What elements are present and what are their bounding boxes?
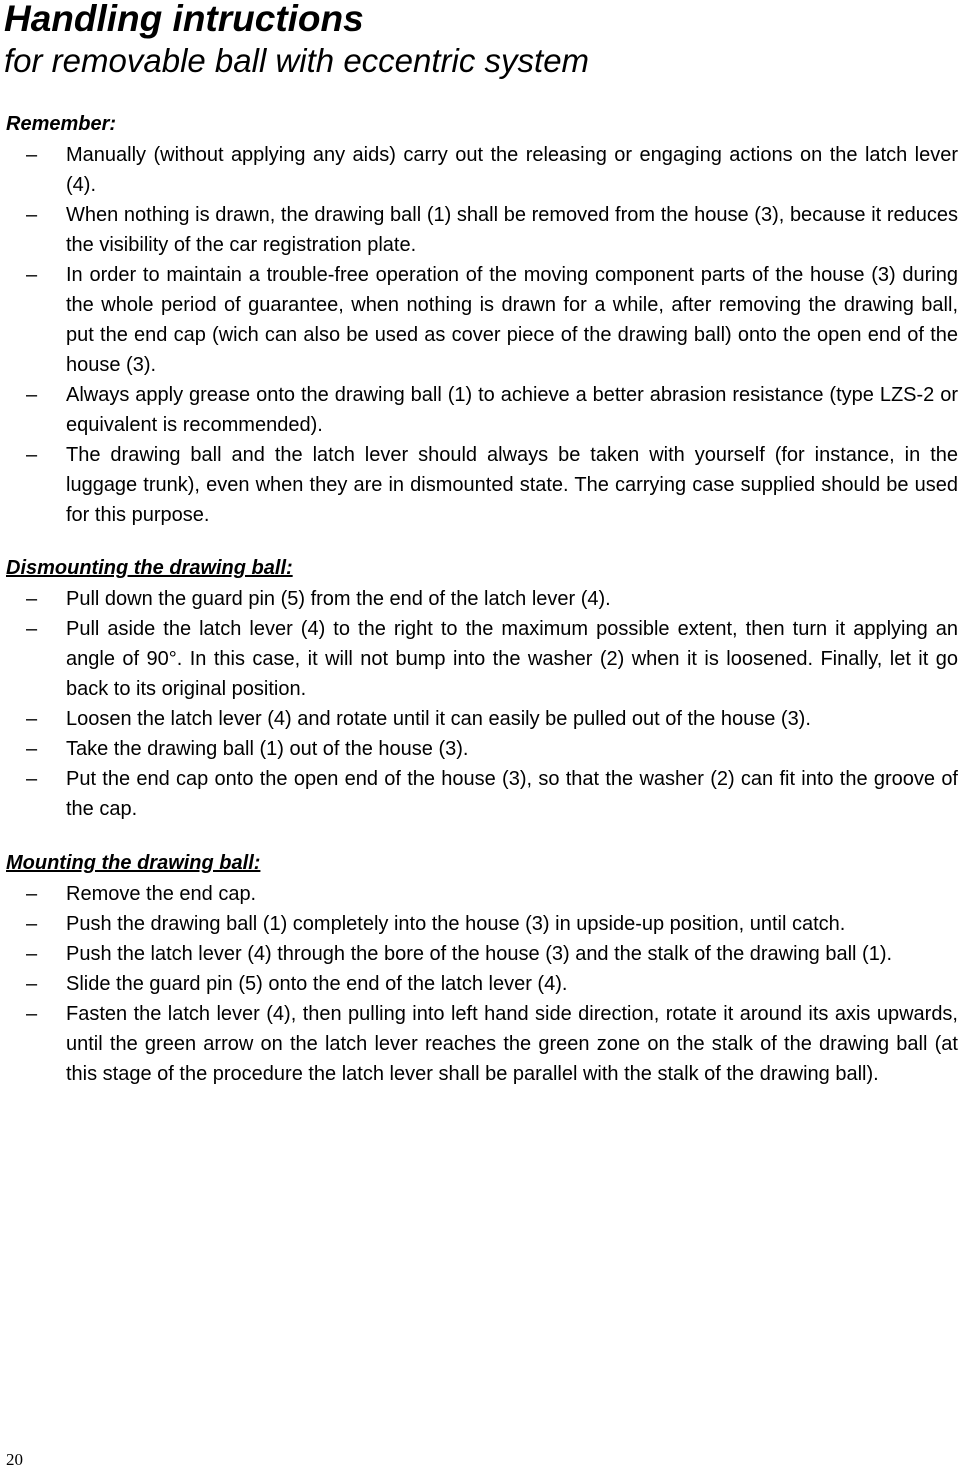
- dismounting-heading: Dismounting the drawing ball:: [6, 557, 293, 579]
- mounting-section: [0, 851, 960, 1089]
- dash-bullet: –: [26, 1003, 38, 1025]
- list-item-text: Loosen the latch lever (4) and rotate until it can easily be pulled out of the house (3).: [66, 708, 811, 730]
- dash-bullet: –: [26, 913, 38, 935]
- list-item: [0, 879, 960, 909]
- list-item-text: Remove the end cap.: [66, 883, 257, 905]
- list-item-text: Manually (without applying any aids) carry out the releasing or engaging actions on the latch lever (4).: [66, 144, 958, 196]
- dash-bullet: –: [26, 768, 38, 790]
- list-item: [0, 939, 960, 969]
- dash-bullet: –: [26, 883, 38, 905]
- list-item-text: Push the latch lever (4) through the bore of the house (3) and the stalk of the drawing ball (1).: [66, 943, 893, 965]
- dash-bullet: –: [26, 738, 38, 760]
- list-item-text: Fasten the latch lever (4), then pulling into left hand side direction, rotate it around its axis upwards, until the green arrow on the latch lever reaches the green zone on the stalk of the drawing ball (at this stage of the procedure the latch lever shall be parallel with the stalk of the drawing ball).: [66, 1003, 958, 1085]
- list-item: [0, 260, 960, 380]
- mounting-list: [0, 879, 960, 1089]
- list-item-text: Pull down the guard pin (5) from the end of the latch lever (4).: [66, 588, 611, 610]
- list-item: [0, 140, 960, 200]
- list-item: [0, 909, 960, 939]
- dash-bullet: –: [26, 204, 38, 226]
- dismounting-list: [0, 584, 960, 824]
- list-item: [0, 380, 960, 440]
- dash-bullet: –: [26, 384, 38, 406]
- remember-heading: Remember:: [6, 113, 117, 135]
- remember-section: [0, 112, 960, 530]
- list-item: [0, 734, 960, 764]
- list-item-text: The drawing ball and the latch lever should always be taken with yourself (for instance, in the luggage trunk), even when they are in dismounted state. The carrying case supplied should be used for this purpose.: [66, 444, 958, 526]
- remember-list: [0, 140, 960, 530]
- dismounting-section: [0, 556, 960, 824]
- page-title: Handling intructions: [4, 0, 364, 39]
- dash-bullet: –: [26, 618, 38, 640]
- list-item: [0, 704, 960, 734]
- list-item-text: When nothing is drawn, the drawing ball (1) shall be removed from the house (3), because it reduces the visibility of the car registration plate.: [66, 204, 958, 256]
- page-subtitle: for removable ball with eccentric system: [4, 42, 590, 79]
- dash-bullet: –: [26, 708, 38, 730]
- list-item: [0, 614, 960, 704]
- dash-bullet: –: [26, 144, 38, 166]
- list-item: [0, 440, 960, 530]
- list-item-text: Push the drawing ball (1) completely into the house (3) in upside-up position, until catch.: [66, 913, 846, 935]
- dash-bullet: –: [26, 973, 38, 995]
- dash-bullet: –: [26, 444, 38, 466]
- list-item: [0, 584, 960, 614]
- list-item: [0, 764, 960, 824]
- list-item-text: Slide the guard pin (5) onto the end of the latch lever (4).: [66, 973, 568, 995]
- list-item-text: In order to maintain a trouble-free operation of the moving component parts of the house (3) during the whole period of guarantee, when nothing is drawn for a while, after removing the drawing ball, put the end cap (wich can also be used as cover piece of the drawing ball) onto the open end of the house (3).: [66, 264, 958, 376]
- dash-bullet: –: [26, 588, 38, 610]
- list-item-text: Put the end cap onto the open end of the house (3), so that the washer (2) can fit into the groove of the cap.: [66, 768, 958, 820]
- dash-bullet: –: [26, 943, 38, 965]
- list-item: [0, 969, 960, 999]
- list-item-text: Pull aside the latch lever (4) to the right to the maximum possible extent, then turn it applying an angle of 90°. In this case, it will not bump into the washer (2) when it is loosened. Finally, let it go back to its original position.: [66, 618, 958, 700]
- dash-bullet: –: [26, 264, 38, 286]
- list-item: [0, 200, 960, 260]
- list-item-text: Take the drawing ball (1) out of the house (3).: [66, 738, 469, 760]
- list-item: [0, 999, 960, 1089]
- list-item-text: Always apply grease onto the drawing ball (1) to achieve a better abrasion resistance (type LZS-2 or equivalent is recommended).: [66, 384, 958, 436]
- mounting-heading: Mounting the drawing ball:: [6, 852, 261, 874]
- page-number: 20: [6, 1450, 23, 1469]
